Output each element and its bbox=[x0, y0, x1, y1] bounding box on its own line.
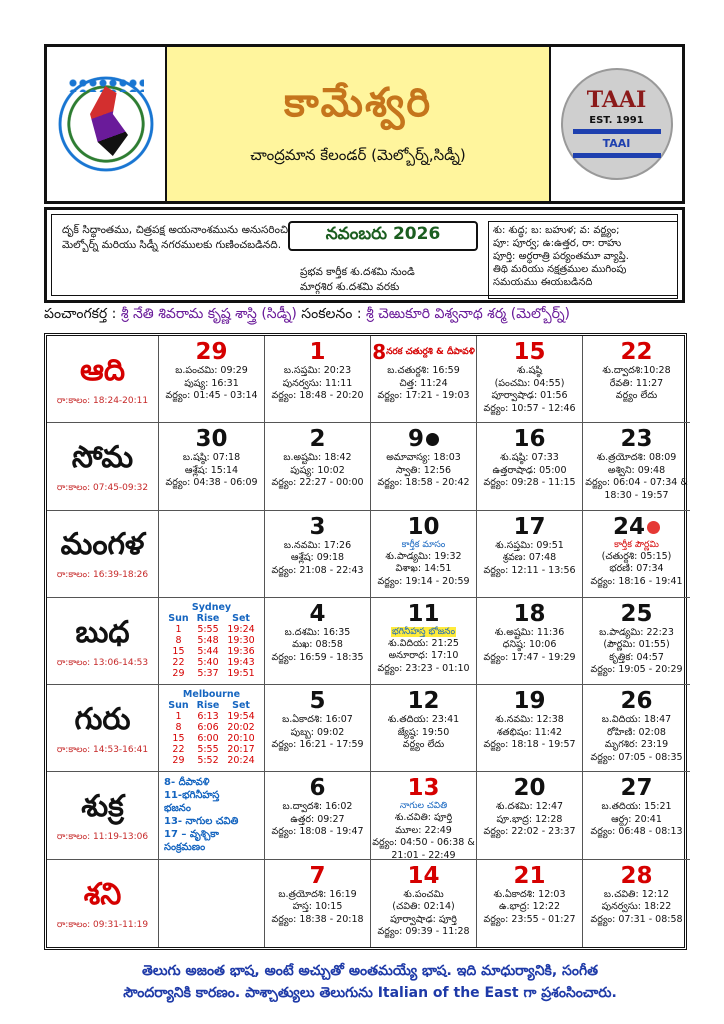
festival-label: నాగుల చవితి bbox=[399, 801, 448, 812]
day-cell-6[interactable]: 6 బ.ద్వాదశి: 16:02 ఉత్తర: 09:27 వర్జ్యం: 18:08 - 19:47 bbox=[265, 772, 371, 859]
cultural-dancer-logo bbox=[54, 72, 158, 176]
new-moon-icon bbox=[426, 433, 439, 446]
calendar-title: కామేశ్వరి bbox=[283, 80, 433, 126]
day-cell-28[interactable]: 28 బ.చవితి: 12:12 పునర్వసు: 18:22 వర్జ్యం: 07:31 - 08:58 bbox=[590, 862, 683, 925]
day-cell-13[interactable]: 13 నాగుల చవితి శు.చవితి: పూర్తి మూల: 22:49 వర్జ్యం: 04:50 - 06:38 & 21:01 - 22:49 bbox=[371, 772, 477, 859]
weekday-sunday: ఆది రా:కాలం: 18:24-20:11 bbox=[47, 336, 159, 423]
festival-list: 8- దీపావళి 11-భగినీహస్త భజనం 13- నాగుల చవితి 17 – వృశ్చికా సంక్రమణం bbox=[159, 772, 265, 859]
compiler-name: శ్రీ చెఱుకూరి విశ్వనాథ శర్మ (మెల్బోర్న్) bbox=[365, 306, 571, 322]
day-cell-4[interactable]: 4 బ.దశమి: 16:35 మఖ: 08:58 వర్జ్యం: 16:59 - 18:35 bbox=[265, 598, 371, 685]
day-cell-19[interactable]: 19 శు.నవమి: 12:38 శతభిషం: 11:42 వర్జ్యం: 18:18 - 19:57 bbox=[477, 685, 583, 772]
day-cell-3[interactable]: 3 బ.నవమి: 17:26 ఆశ్లేష: 09:18 వర్జ్యం: 21:08 - 22:43 bbox=[265, 511, 371, 598]
day-cell-17[interactable]: 17 శు.సప్తమి: 09:51 శ్రవణ: 07:48 వర్జ్యం: 12:11 - 13:56 bbox=[477, 511, 583, 598]
day-cell-14[interactable]: 14 శు.పంచమి (చవితి: 02:14) పూర్వాషాఢ: పూర్తి వర్జ్యం: 09:39 - 11:28 bbox=[371, 860, 477, 947]
empty-cell bbox=[159, 860, 265, 947]
day-cell-9[interactable]: 9 అమావాస్య: 18:03 స్వాతి: 12:56 వర్జ్యం: 18:58 - 20:42 bbox=[371, 423, 477, 510]
day-cell-30[interactable]: 30 బ.షష్ఠి: 07:18 ఆశ్లేష: 15:14 వర్జ్యం: 04:38 - 06:09 bbox=[159, 423, 265, 510]
festival-label: భగినీహస్త భోజనం bbox=[391, 626, 456, 637]
day-cell-18[interactable]: 18 శు.అష్టమి: 11:36 ధనిష్ఠ: 10:06 వర్జ్యం: 17:47 - 19:29 bbox=[477, 598, 583, 685]
weekday-friday: శుక్ర రా:కాలం: 11:19-13:06 bbox=[47, 772, 159, 859]
header bbox=[44, 44, 685, 204]
day-cell-23[interactable]: 23 శు.త్రయోదశి: 08:09 అశ్విని: 09:48 వర్జ్యం: 06:04 - 07:34 & 18:30 - 19:57 bbox=[583, 423, 690, 510]
info-panel bbox=[44, 207, 685, 303]
day-cell-5[interactable]: 5 బ.ఏకాదశి: 16:07 పుబ్బ: 09:02 వర్జ్యం: 16:21 - 17:59 bbox=[265, 685, 371, 772]
left-logo-box bbox=[47, 47, 167, 201]
authors-line: పంచాంగకర్త : శ్రీ నేతి శివరామ కృష్ణ శాస్త్రి (సిడ్నీ) సంకలనం : శ్రీ చెఱుకూరి విశ్వనాథ శర్మ (మెల్బోర్న్) bbox=[44, 306, 571, 322]
day-cell-20[interactable]: 20 శు.దశమి: 12:47 పూ.భాద్ర: 12:28 వర్జ్యం: 22:02 - 23:37 bbox=[477, 772, 583, 859]
day-cell-29[interactable]: 29 బ.పంచమి: 09:29 పుష్య: 16:31 వర్జ్యం: 01:45 - 03:14 bbox=[159, 336, 265, 423]
month-label: నవంబరు 2026 bbox=[288, 221, 478, 251]
melbourne-sun-table: Melbourne Sun Rise Set 1 6:13 19:54 8 6:06 20:02 15 6:00 20:10 22 5:55 20:17 29 5:52 20:24 bbox=[159, 685, 265, 772]
weekday-wednesday: బుధ రా:కాలం: 13:06-14:53 bbox=[47, 598, 159, 685]
sydney-sun-table: Sydney Sun Rise Set 1 5:55 19:24 8 5:48 19:30 15 5:44 19:36 22 5:40 19:43 29 5:37 19:51 bbox=[159, 598, 265, 685]
panchang-author: శ్రీ నేతి శివరామ కృష్ణ శాస్త్రి (సిడ్నీ) bbox=[120, 306, 297, 322]
festival-label: కార్తీక పౌర్ణమి bbox=[614, 539, 659, 550]
day-cell-10[interactable]: 10 కార్తీక మాసం శు.పాడ్యమి: 19:32 విశాఖ: 14:51 వర్జ్యం: 19:14 - 20:59 bbox=[371, 511, 477, 598]
weekday-saturday: శని రా:కాలం: 09:31-11:19 bbox=[47, 860, 159, 947]
day-cell-26[interactable]: 26 బ.విదియ: 18:47 రోహిణి: 02:08 మృగశిర: 23:19 వర్జ్యం: 07:05 - 08:35 bbox=[583, 685, 690, 772]
full-moon-icon bbox=[647, 521, 660, 534]
day-cell-24[interactable]: 24 కార్తీక పౌర్ణమి (చతుర్దశి: 05:15) భరణి: 07:34 వర్జ్యం: 18:16 - 19:41 bbox=[583, 511, 690, 598]
day-cell-12[interactable]: 12 శు.తదియ: 23:41 జ్యేష్ఠ: 19:50 వర్జ్యం లేదు bbox=[371, 685, 477, 772]
day-cell-25[interactable]: 25 బ.పాడ్యమి: 22:23 (పౌర్ణమి: 01:55) కృత్తిక: 04:57 వర్జ్యం: 19:05 - 20:29 bbox=[583, 598, 690, 685]
day-cell-2[interactable]: 2 బ.అష్టమి: 18:42 పుష్య: 10:02 వర్జ్యం: 22:27 - 00:00 bbox=[265, 423, 371, 510]
festival-label: కార్తీక మాసం bbox=[401, 539, 446, 550]
weekday-tuesday: మంగళ రా:కాలం: 16:39-18:26 bbox=[47, 511, 159, 598]
method-note: దృక్ సిద్ధాంతము, చిత్రపక్ష అయనాంశమును అనుసరించి మెల్బోర్న్ మరియు సిడ్నీ నగరములకు గుణించబడినది. bbox=[62, 224, 288, 251]
day-cell-16[interactable]: 16 శు.షష్ఠి: 07:33 ఉత్తరాషాఢ: 05:00 వర్జ్యం: 09:28 - 11:15 bbox=[477, 423, 583, 510]
day-cell-1[interactable]: 1 బ.సప్తమి: 20:23 పునర్వసు: 11:11 వర్జ్యం: 18:48 - 20:20 bbox=[265, 336, 371, 423]
calendar-grid bbox=[44, 333, 687, 950]
empty-cell bbox=[159, 511, 265, 598]
calendar-subtitle: చాంద్రమాన కేలండర్ (మెల్బోర్న్,సిడ్నీ) bbox=[250, 146, 466, 164]
day-cell-11[interactable]: 11 భగినీహస్త భోజనం శు.విదియ: 21:25 అనూరాధ: 17:10 వర్జ్యం: 23:23 - 01:10 bbox=[371, 598, 477, 685]
day-cell-8[interactable]: $8^{నరక చతుర్దశి \& దీపావళి}$ బ.చతుర్దశి: 16:59 చిత్త: 11:24 వర్జ్యం: 17:21 - 19:03 bbox=[371, 336, 477, 423]
festival-label: నరక చతుర్దశి & దీపావళి bbox=[386, 347, 475, 357]
day-cell-21[interactable]: 21 శు.ఏకాదశి: 12:03 ఉ.భాద్ర: 12:22 వర్జ్యం: 23:55 - 01:27 bbox=[477, 860, 583, 947]
day-cell-7[interactable]: 7 బ.త్రయోదశి: 16:19 హస్త: 10:15 వర్జ్యం: 18:38 - 20:18 bbox=[265, 860, 371, 947]
abbreviation-legend: శు: శుద్ధ; బ: బహుళ; వ: వర్జ్యం; పూ: పూర్వ; ఉ:ఉత్తర, రా: రాహు పూర్తి: అర్ధరాత్రి పర్యంతమూ వ్యాప్తి. తిథి మరియు నక్షత్రముల ముగింపు సమయము ఈయబడినది bbox=[488, 221, 678, 299]
day-cell-15[interactable]: 15 శు.షష్ఠి (పంచమి: 04:55) పూర్వాషాఢ: 01:56 వర్జ్యం: 10:57 - 12:46 bbox=[477, 336, 583, 423]
day-cell-27[interactable]: 27 బ.తదియ: 15:21 ఆర్ద్ర: 20:41 వర్జ్యం: 06:48 - 08:13 bbox=[583, 772, 690, 859]
weekday-monday: సోమ రా:కాలం: 07:45-09:32 bbox=[47, 423, 159, 510]
title-box bbox=[167, 47, 551, 201]
lunar-range: ప్రభవ కార్తీక శు.దశమి నుండి మార్గశిర శు.దశమి వరకు bbox=[300, 266, 415, 293]
day-cell-22[interactable]: 22 శు.ద్వాదశి:10:28 రేవతి: 11:27 వర్జ్యం లేదు bbox=[583, 336, 690, 423]
right-logo-box bbox=[551, 47, 682, 201]
taai-logo: TAAI EST. 1991 TAAI bbox=[561, 68, 673, 180]
footer-quote: తెలుగు అజంత భాష, అంటే అచ్చుతో అంతమయ్యే భాష. ఇది మాధుర్యానికి, సంగీత సౌందర్యానికి కారణం. పాశ్చాత్యులు తెలుగును Italian of the East గా ప్రశంసించారు. bbox=[123, 963, 617, 1001]
weekday-thursday: గురు రా:కాలం: 14:53-16:41 bbox=[47, 685, 159, 772]
